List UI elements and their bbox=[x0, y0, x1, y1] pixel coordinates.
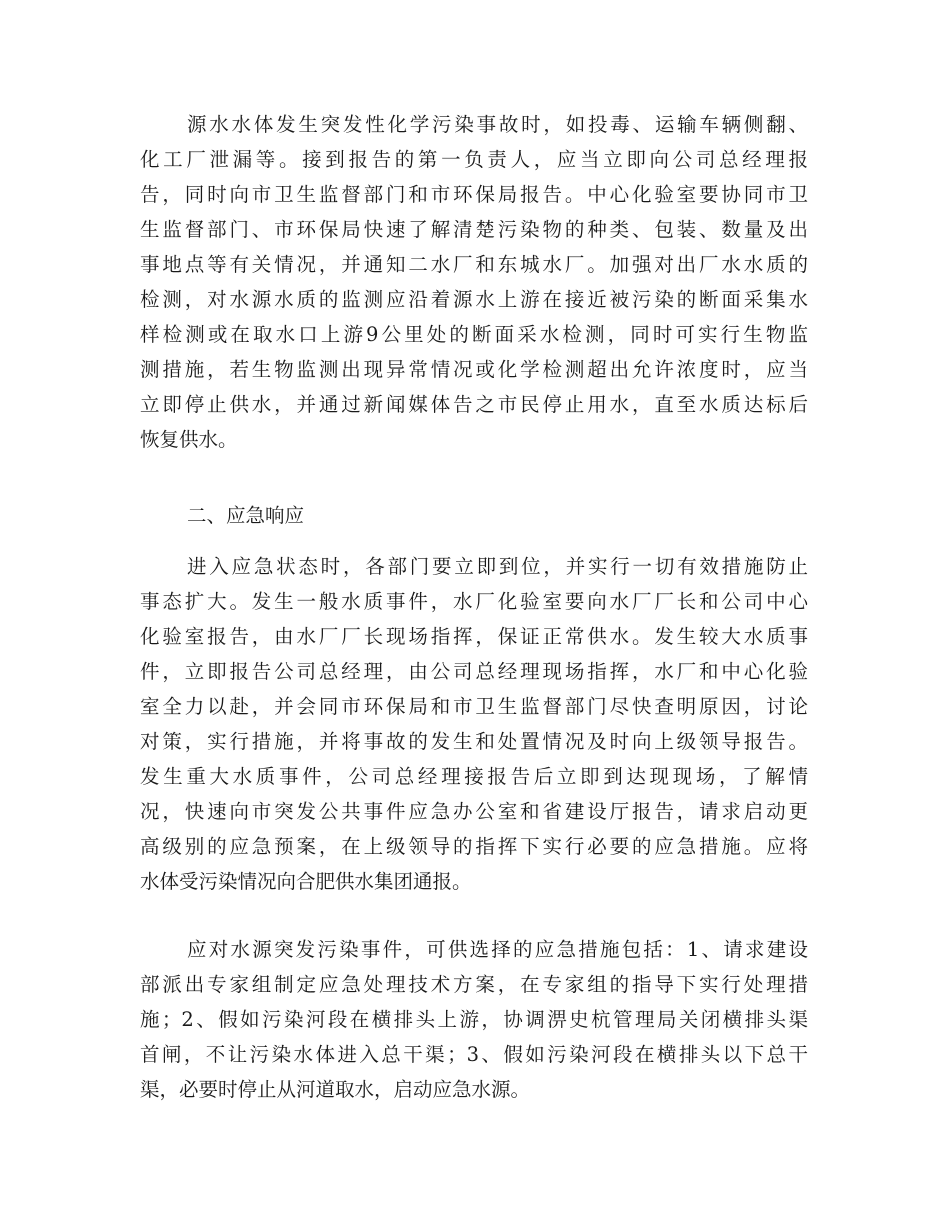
text-line: 件，立即报告公司总经理，由公司总经理现场指挥，水厂和中心化验 bbox=[140, 660, 808, 683]
text-line: 检测，对水源水质的监测应沿着源水上游在接近被污染的断面采集水 bbox=[140, 288, 808, 311]
text-line: 况，快速向市突发公共事件应急办公室和省建设厅报告，请求启动更 bbox=[140, 800, 808, 823]
section-heading-emergency-response: 二、应急响应 bbox=[187, 504, 305, 527]
text-line: 发生重大水质事件，公司总经理接报告后立即到达现现场，了解情 bbox=[140, 765, 808, 788]
text-line: 事地点等有关情况，并通知二水厂和东城水厂。加强对出厂水水质的 bbox=[140, 253, 808, 276]
paragraph-emergency-measures bbox=[140, 932, 808, 1107]
text-line: 样检测或在取水口上游9公里处的断面采水检测，同时可实行生物监 bbox=[140, 323, 808, 346]
text-line: 化工厂泄漏等。接到报告的第一负责人，应当立即向公司总经理报 bbox=[140, 148, 808, 171]
text-line: 生监督部门、市环保局快速了解清楚污染物的种类、包装、数量及出 bbox=[140, 218, 808, 241]
text-line: 进入应急状态时，各部门要立即到位，并实行一切有效措施防止 bbox=[187, 555, 808, 578]
text-line: 施；2、假如污染河段在横排头上游，协调淠史杭管理局关闭横排头渠 bbox=[140, 1008, 808, 1031]
text-line: 水体受污染情况向合肥供水集团通报。 bbox=[140, 870, 472, 893]
paragraph-emergency-response bbox=[140, 549, 808, 899]
text-line: 告，同时向市卫生监督部门和市环保局报告。中心化验室要协同市卫 bbox=[140, 183, 808, 206]
text-line: 恢复供水。 bbox=[140, 428, 238, 451]
text-line: 部派出专家组制定应急处理技术方案，在专家组的指导下实行处理措 bbox=[140, 973, 808, 996]
text-line: 事态扩大。发生一般水质事件，水厂化验室要向水厂厂长和公司中心 bbox=[140, 590, 808, 613]
text-line: 应对水源突发污染事件，可供选择的应急措施包括：1、请求建设 bbox=[187, 938, 808, 961]
text-line: 室全力以赴，并会同市环保局和市卫生监督部门尽快查明原因，讨论 bbox=[140, 695, 808, 718]
text-line: 首闸，不让污染水体进入总干渠；3、假如污染河段在横排头以下总干 bbox=[140, 1043, 808, 1066]
text-line: 源水水体发生突发性化学污染事故时，如投毒、运输车辆侧翻、 bbox=[187, 113, 808, 136]
text-line: 高级别的应急预案，在上级领导的指挥下实行必要的应急措施。应将 bbox=[140, 835, 808, 858]
text-line: 立即停止供水，并通过新闻媒体告之市民停止用水，直至水质达标后 bbox=[140, 393, 808, 416]
paragraph-pollution-incident bbox=[140, 107, 808, 457]
text-line: 化验室报告，由水厂厂长现场指挥，保证正常供水。发生较大水质事 bbox=[140, 625, 808, 648]
text-line: 对策，实行措施，并将事故的发生和处置情况及时向上级领导报告。 bbox=[140, 730, 808, 753]
text-line: 渠，必要时停止从河道取水，启动应急水源。 bbox=[140, 1078, 531, 1101]
text-line: 测措施，若生物监测出现异常情况或化学检测超出允许浓度时，应当 bbox=[140, 358, 808, 381]
